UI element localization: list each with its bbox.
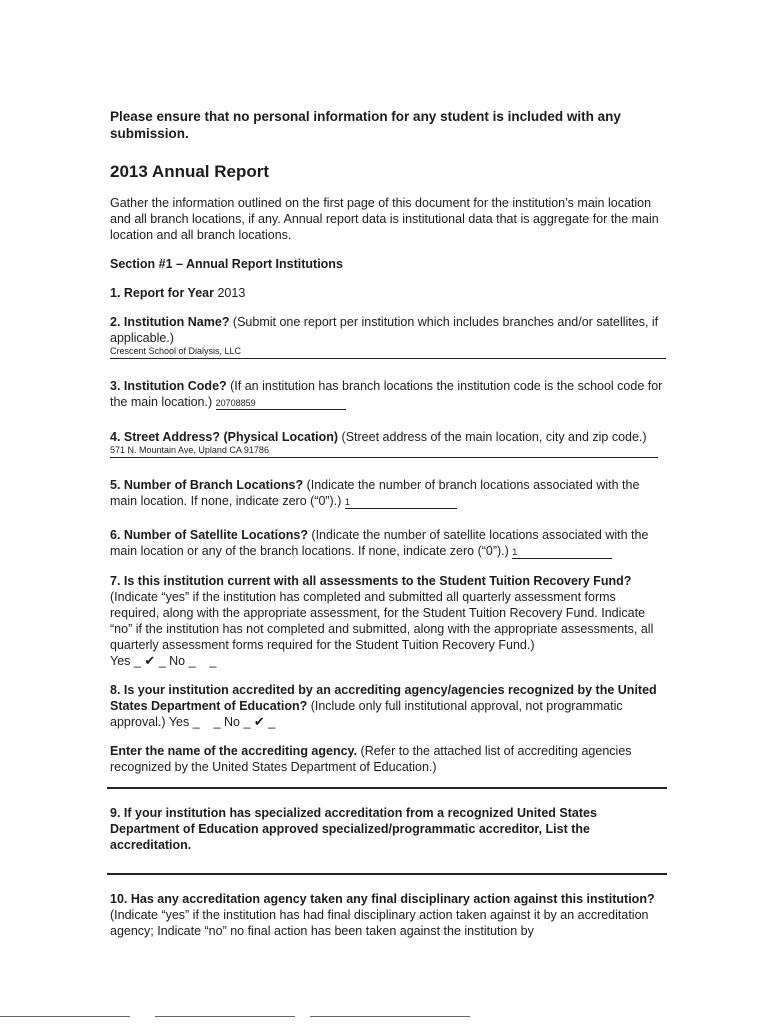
question-3 [110, 378, 666, 410]
q1-value[interactable]: 2013 [217, 286, 246, 300]
question-2 [110, 314, 666, 359]
question-9: 9. If your institution has specialized accreditation from a recognized United States Department of Education approved specialized/programmatic accreditor, List the accreditation. [110, 806, 597, 852]
q8-text: (Include only full institutional approval, not programmatic approval.) [110, 699, 623, 729]
privacy-warning: Please ensure that no personal information for any student is included with any submission. [110, 109, 621, 141]
q5-label: 5. Number of Branch Locations? [110, 478, 304, 492]
q1-label: 1. Report for Year [110, 286, 214, 300]
footer-line-middle [155, 1016, 295, 1017]
accrediting-agency-prompt [110, 743, 666, 775]
q8-label: 8. Is your institution accredited by an accrediting agency/agencies recognized by the United States Department of Education? [110, 683, 657, 713]
q7-text: (Indicate “yes” if the institution has completed and submitted all quarterly assessment forms required, along with the appropriate assessment, for the Student Tuition Recovery Fund. Indicate “no” if the institution has not completed and submitted, along with the appropriate assessments, all quarterly assessment forms required for the Student Tuition Recovery Fund.) [110, 590, 654, 652]
agency-answer-line[interactable] [107, 787, 667, 789]
footer-line-left [0, 1016, 130, 1017]
q5-text: (Indicate the number of branch locations associated with the main location. If none, indicate zero (“0”).) [110, 478, 640, 508]
question-8 [110, 682, 666, 731]
question-10 [110, 891, 666, 939]
q8-no-option[interactable]: _ ✔ _ [243, 715, 276, 730]
q3-label: 3. Institution Code? [110, 379, 227, 393]
q9-answer-line[interactable] [107, 873, 667, 875]
agency-label: Enter the name of the accrediting agency. [110, 744, 358, 758]
q8-yes-label: Yes [168, 715, 190, 729]
q6-text: (Indicate the number of satellite locations associated with the main location or any of the branch locations. If none, indicate zero (“0”).) [110, 528, 649, 558]
q7-label: 7. Is this institution current with all assessments to the Student Tuition Recovery Fund? [110, 574, 632, 588]
q10-text: (Indicate “yes” if the institution has had final disciplinary action taken against it by an accreditation agency; Indicate “no” no final action has been taken against the institution by [110, 908, 649, 938]
annual-report-page [110, 108, 666, 939]
agency-text: (Refer to the attached list of accrediting agencies recognized by the United States Department of Education.) [110, 744, 632, 774]
q2-institution-name-field[interactable]: Crescent School of Dialysis, LLC [110, 346, 666, 359]
q6-satellite-count-field[interactable]: 1 [512, 547, 612, 559]
question-7 [110, 573, 666, 670]
q8-no-check-icon: ✔ [253, 715, 265, 730]
q4-street-address-field[interactable]: 571 N. Mountain Ave, Upland CA 91786 [110, 445, 658, 458]
q7-yes-label: Yes [110, 654, 131, 668]
q2-label: 2. Institution Name? [110, 315, 230, 329]
report-title: 2013 Annual Report [110, 162, 270, 181]
q4-text: (Street address of the main location, city and zip code.) [338, 430, 647, 444]
q8-no-label: No [224, 715, 240, 729]
q3-institution-code-field[interactable]: 20708859 [216, 398, 346, 410]
question-1 [110, 285, 666, 301]
intro-paragraph: Gather the information outlined on the first page of this document for the institution’s main location and all branch locations, if any. Annual report data is institutional data that is aggregate for the main location and all branch locations. [110, 196, 659, 242]
question-5 [110, 477, 666, 509]
q2-text: (Submit one report per institution which includes branches and/or satellites, if applicable.) [110, 315, 659, 345]
q7-yes-check-icon: ✔ [144, 654, 156, 669]
q6-label: 6. Number of Satellite Locations? [110, 528, 308, 542]
q7-answer [110, 653, 666, 670]
q3-text: (If an institution has branch locations the institution code is the school code for the main location.) [110, 379, 663, 409]
question-6 [110, 527, 666, 559]
q7-no-option[interactable]: _ _ [188, 654, 217, 668]
q5-branch-count-field[interactable]: 1 [345, 497, 457, 509]
q8-yes-option[interactable]: _ _ [192, 715, 221, 729]
question-4 [110, 429, 666, 458]
q7-yes-option[interactable]: _ ✔ _ [133, 654, 166, 669]
q7-no-label: No [169, 654, 186, 668]
footer-line-right [310, 1016, 470, 1017]
q4-label: 4. Street Address? (Physical Location) [110, 430, 339, 444]
q10-label: 10. Has any accreditation agency taken any final disciplinary action against this institution? [110, 892, 655, 906]
section-1-heading: Section #1 – Annual Report Institutions [110, 257, 343, 271]
